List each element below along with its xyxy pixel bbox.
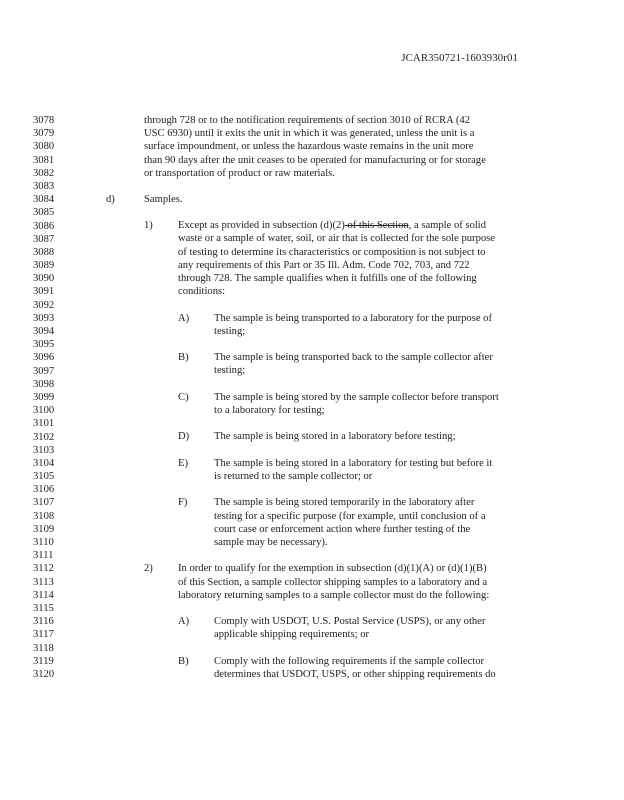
text-line: In order to qualify for the exemption in subsection (d)(1)(A) or (d)(1)(B) bbox=[178, 563, 487, 575]
item-1-text bbox=[178, 219, 544, 298]
text-line: surface impoundment, or unless the hazardous waste remains in the unit more bbox=[144, 141, 474, 153]
line-number: 3094 bbox=[33, 326, 55, 337]
line-number: 3100 bbox=[33, 405, 55, 417]
item-1f-text bbox=[214, 496, 544, 549]
text-line: The sample is being stored temporarily in the laboratory after bbox=[214, 497, 475, 509]
item-1-label: 1) bbox=[144, 220, 153, 232]
line-number: 3088 bbox=[33, 246, 55, 258]
text-line: or transportation of product or raw materials. bbox=[144, 167, 335, 179]
text-line: laboratory returning samples to a sample collector must do the following: bbox=[178, 589, 490, 601]
text-line: USC 6930) until it exits the unit in which it was generated, unless the unit is a bbox=[144, 128, 475, 140]
item-1a-label: A) bbox=[178, 312, 190, 324]
item-2-text bbox=[178, 562, 544, 602]
item-1-first-line bbox=[178, 219, 544, 232]
text-line: applicable shipping requirements; or bbox=[214, 629, 370, 641]
line-number: 3105 bbox=[33, 471, 55, 483]
line-number: 3095 bbox=[33, 339, 55, 351]
line-number: 3110 bbox=[33, 537, 54, 548]
line-number: 3087 bbox=[33, 233, 55, 245]
text-line: is returned to the sample collector; or bbox=[214, 470, 373, 482]
line-number-column bbox=[33, 114, 54, 681]
line-number: 3091 bbox=[33, 286, 55, 298]
line-number: 3106 bbox=[33, 484, 55, 496]
line-number: 3082 bbox=[33, 167, 55, 179]
line-number: 3096 bbox=[33, 352, 55, 364]
continued-paragraph bbox=[144, 114, 544, 180]
line-number: 3107 bbox=[33, 497, 55, 509]
line-number: 3112 bbox=[33, 563, 54, 575]
struck-text: of this Section bbox=[344, 220, 409, 232]
line-number: 3101 bbox=[33, 418, 55, 430]
text-line: through 728 or to the notification requirements of section 3010 of RCRA (42 bbox=[144, 115, 471, 126]
line-number: 3119 bbox=[33, 655, 54, 667]
item-1b-text bbox=[214, 351, 544, 377]
item-1d-label: D) bbox=[178, 431, 190, 443]
text-line: than 90 days after the unit ceases to be operated for manufacturing or for storage bbox=[144, 154, 486, 166]
text-line: to a laboratory for testing; bbox=[214, 404, 325, 416]
document-id-header: JCAR350721-1603930r01 bbox=[401, 52, 518, 64]
text-line: any requirements of this Part or 35 Ill. Adm. Code 702, 703, and 722 bbox=[178, 259, 470, 271]
line-number: 3115 bbox=[33, 602, 54, 614]
text-line: of testing to determine its characteristics or composition is not subject to bbox=[178, 246, 486, 258]
line-number: 3098 bbox=[33, 378, 55, 390]
line-number: 3093 bbox=[33, 312, 55, 324]
line-number: 3085 bbox=[33, 207, 55, 219]
line-number: 3097 bbox=[33, 365, 55, 377]
text-line: sample may be necessary). bbox=[214, 536, 328, 548]
line-number: 3109 bbox=[33, 523, 55, 535]
line-number: 3113 bbox=[33, 576, 54, 588]
item-1f-label: F) bbox=[178, 497, 188, 509]
item-1b-label: B) bbox=[178, 352, 189, 364]
line-number: 3090 bbox=[33, 273, 55, 285]
line-number: 3092 bbox=[33, 299, 55, 311]
text-line: determines that USDOT, USPS, or other shipping requirements do bbox=[214, 668, 496, 680]
line-number: 3083 bbox=[33, 180, 55, 192]
line-number: 3104 bbox=[33, 457, 55, 469]
item-1a-text bbox=[214, 312, 544, 338]
line-number: 3099 bbox=[33, 391, 55, 403]
line-number: 3086 bbox=[33, 220, 55, 232]
text-line: The sample is being transported back to the sample collector after bbox=[214, 352, 493, 364]
item-1d-text bbox=[214, 430, 544, 443]
line-number: 3117 bbox=[33, 629, 54, 641]
text-line: testing for a specific purpose (for example, until conclusion of a bbox=[214, 510, 486, 522]
line-number: 3108 bbox=[33, 510, 55, 522]
text-line: The sample is being stored by the sample collector before transport bbox=[214, 391, 499, 403]
item-1-text-post: , a sample of solid bbox=[408, 220, 487, 232]
item-1e-text bbox=[214, 457, 544, 483]
item-2-label: 2) bbox=[144, 563, 153, 575]
item-1c-text bbox=[214, 391, 544, 417]
text-line: Comply with USDOT, U.S. Postal Service (USPS), or any other bbox=[214, 616, 486, 628]
item-2a-label: A) bbox=[178, 616, 190, 628]
text-line: court case or enforcement action where further testing of the bbox=[214, 523, 471, 535]
subsection-d-label: d) bbox=[106, 193, 115, 205]
line-number: 3102 bbox=[33, 431, 55, 443]
line-number: 3081 bbox=[33, 154, 55, 166]
text-line: waste or a sample of water, soil, or air that is collected for the sole purpose bbox=[178, 233, 495, 245]
text-line: The sample is being stored in a laboratory for testing but before it bbox=[214, 457, 493, 469]
text-line: The sample is being stored in a laboratory before testing; bbox=[214, 431, 456, 443]
item-1c-label: C) bbox=[178, 391, 189, 403]
item-1-remaining-lines bbox=[178, 232, 544, 298]
line-number: 3103 bbox=[33, 444, 55, 456]
line-number: 3111 bbox=[33, 550, 54, 562]
line-number: 3080 bbox=[33, 141, 55, 153]
text-line: Comply with the following requirements if the sample collector bbox=[214, 655, 485, 667]
line-number: 3079 bbox=[33, 128, 55, 140]
line-number: 3114 bbox=[33, 589, 54, 601]
text-line: The sample is being transported to a laboratory for the purpose of bbox=[214, 312, 493, 324]
subsection-d-title: Samples. bbox=[144, 193, 183, 205]
text-line: through 728. The sample qualifies when it fulfills one of the following bbox=[178, 272, 477, 284]
line-number: 3120 bbox=[33, 668, 55, 680]
item-1e-label: E) bbox=[178, 457, 188, 469]
item-2b-label: B) bbox=[178, 655, 189, 667]
line-number: 3089 bbox=[33, 260, 55, 272]
item-1-text-pre: Except as provided in subsection (d)(2) bbox=[178, 220, 345, 232]
text-line: testing; bbox=[214, 365, 246, 377]
line-number: 3118 bbox=[33, 642, 54, 654]
line-number: 3078 bbox=[33, 115, 55, 126]
line-number: 3116 bbox=[33, 616, 54, 628]
line-number: 3084 bbox=[33, 194, 55, 206]
text-line: conditions: bbox=[178, 286, 226, 298]
text-line: of this Section, a sample collector shipping samples to a laboratory and a bbox=[178, 576, 488, 588]
item-2b-text bbox=[214, 655, 544, 681]
item-2a-text bbox=[214, 615, 544, 641]
text-line: testing; bbox=[214, 325, 246, 337]
